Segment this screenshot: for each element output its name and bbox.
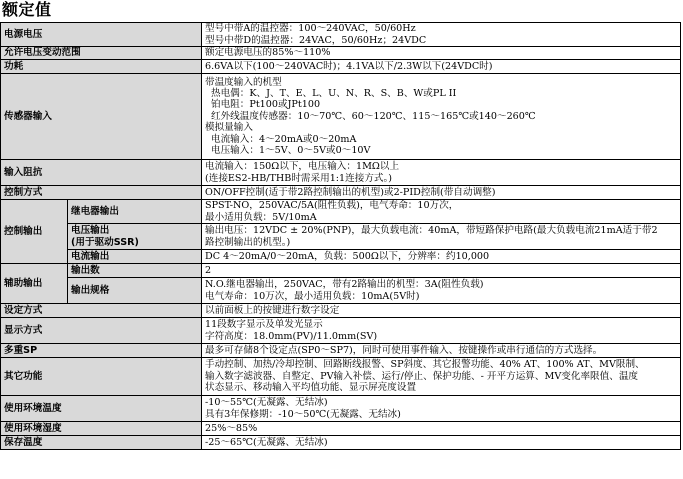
- row-label-sensor-input: 传感器输入: [1, 74, 202, 160]
- row-value-ambient-humidity: 25%～85%: [202, 422, 681, 436]
- value-line: 输入数字滤波器、自整定、PV输入补偿、运行/停止、保护功能、- 开平方运算、MV变化率限值、温度: [205, 370, 639, 382]
- row-label-storage-temp: 保存温度: [1, 436, 202, 450]
- table-row: [1, 264, 681, 278]
- row-value-control-method: ON/OFF控制(适于带2路控制输出的机型)或2-PID控制(带自动调整): [202, 186, 681, 200]
- value-line: 输出电压：12VDC ± 20%(PNP)，最大负载电流：40mA，带短路保护电路(最大负载电流21mA适于带2: [205, 225, 658, 237]
- value-line: 路控制输出的机型。): [205, 236, 291, 248]
- row-value-ambient-temp: [202, 396, 681, 422]
- table-row: [1, 160, 681, 186]
- row-label-power-supply: 电源电压: [1, 23, 202, 47]
- value-line: 电流输入：150Ω以下，电压输入：1MΩ以上: [205, 161, 400, 173]
- sub-label-output-count: 输出数: [68, 264, 202, 278]
- row-label-power-consumption: 功耗: [1, 60, 202, 74]
- row-value-voltage-output: [202, 224, 681, 250]
- value-line: (连接ES2-HB/THB时需采用1:1连接方式。): [205, 172, 393, 184]
- row-value-sensor-input: [202, 74, 681, 160]
- table-row: [1, 422, 681, 436]
- value-line: 电气寿命：10万次，最小适用负载：10mA(5V时): [205, 290, 420, 302]
- row-value-other-functions: [202, 358, 681, 396]
- value-line: 字符高度：18.0mm(PV)/11.0mm(SV): [205, 330, 378, 342]
- table-row: [1, 47, 681, 60]
- value-line: 热电偶：K、J、T、E、L、U、N、R、S、B、W或PL II: [211, 87, 457, 99]
- row-label-other-functions: 其它功能: [1, 358, 202, 396]
- page-title: 额定值: [2, 0, 52, 19]
- row-label-multi-sp: 多重SP: [1, 344, 202, 358]
- value-line: 11段数字显示及单发光显示: [205, 319, 323, 331]
- table-row: [1, 358, 681, 396]
- value-line: 型号中带A的温控器：100～240VAC，50/60Hz: [205, 23, 416, 35]
- value-line: -10～55℃(无凝露、无结冰): [205, 397, 328, 409]
- table-row: [1, 23, 681, 47]
- row-label-ambient-temp: 使用环境温度: [1, 396, 202, 422]
- row-label-control-method: 控制方式: [1, 186, 202, 200]
- value-line: 电流输入：4～20mA或0～20mA: [211, 133, 357, 145]
- row-label-aux-output: 辅助输出: [1, 264, 68, 304]
- row-value-display-method: [202, 318, 681, 344]
- table-row: [1, 250, 681, 264]
- sub-label-output-spec: 输出规格: [68, 278, 202, 304]
- row-value-power-supply: [202, 23, 681, 47]
- value-line: N.O.继电器输出，250VAC，带有2路输出的机型：3A(阻性负载): [205, 279, 484, 291]
- value-line: 红外线温度传感器：10～70℃、60～120℃、115～165℃或140～260℃: [211, 110, 536, 122]
- row-value-output-count: 2: [202, 264, 681, 278]
- table-row: [1, 186, 681, 200]
- row-value-storage-temp: -25～65℃(无凝露、无结冰): [202, 436, 681, 450]
- sub-label-current-output: 电流输出: [68, 250, 202, 264]
- row-label-input-impedance: 输入阻抗: [1, 160, 202, 186]
- value-line: 铂电阻：Pt100或JPt100: [211, 99, 321, 111]
- value-line: 模拟量输入: [205, 122, 253, 134]
- sub-label-voltage-output: [68, 224, 202, 250]
- sub-label-line: 电压输出: [71, 225, 110, 237]
- table-row: [1, 396, 681, 422]
- table-row: [1, 224, 681, 250]
- row-value-input-impedance: [202, 160, 681, 186]
- table-row: [1, 60, 681, 74]
- table-row: [1, 200, 681, 224]
- row-label-ambient-humidity: 使用环境湿度: [1, 422, 202, 436]
- sub-label-line: (用于驱动SSR): [71, 236, 139, 248]
- table-row: [1, 318, 681, 344]
- row-value-multi-sp: 最多可存储8个设定点(SP0～SP7)，同时可使用事件输入、按键操作或串行通信的方式选择。: [202, 344, 681, 358]
- ratings-table: [0, 22, 681, 450]
- row-label-control-output: 控制输出: [1, 200, 68, 264]
- value-line: SPST-NO，250VAC/5A(阻性负载)，电气寿命：10万次，: [205, 200, 459, 212]
- table-row: [1, 344, 681, 358]
- sub-label-relay-output: 继电器输出: [68, 200, 202, 224]
- row-value-current-output: DC 4～20mA/0～20mA，负载：500Ω以下，分辨率：约10,000: [202, 250, 681, 264]
- row-value-voltage-range: 额定电源电压的85%～110%: [202, 47, 681, 60]
- value-line: 状态显示、移动输入平均值功能、显示屏亮度设置: [205, 382, 417, 394]
- table-row: [1, 278, 681, 304]
- value-line: 最小适用负载：5V/10mA: [205, 211, 317, 223]
- row-value-power-consumption: 6.6VA以下(100～240VAC时)；4.1VA以下/2.3W以下(24VDC时): [202, 60, 681, 74]
- value-line: 具有3年保修期：-10～50℃(无凝露、无结冰): [205, 408, 401, 420]
- value-line: 带温度输入的机型: [205, 76, 282, 88]
- value-line: 型号中带D的温控器：24VAC，50/60Hz；24VDC: [205, 34, 427, 46]
- row-value-relay-output: [202, 200, 681, 224]
- row-value-setting-method: 以前面板上的按键进行数字设定: [202, 304, 681, 318]
- row-label-voltage-range: 允许电压变动范围: [1, 47, 202, 60]
- table-row: [1, 74, 681, 160]
- value-line: 电压输入：1～5V、0～5V或0～10V: [211, 145, 371, 157]
- table-row: [1, 436, 681, 450]
- row-label-setting-method: 设定方式: [1, 304, 202, 318]
- value-line: 手动控制、加热/冷却控制、回路断线报警、SP斜度、其它报警功能、40% AT、100% AT、MV限制、: [205, 359, 645, 371]
- row-value-output-spec: [202, 278, 681, 304]
- row-label-display-method: 显示方式: [1, 318, 202, 344]
- table-row: [1, 304, 681, 318]
